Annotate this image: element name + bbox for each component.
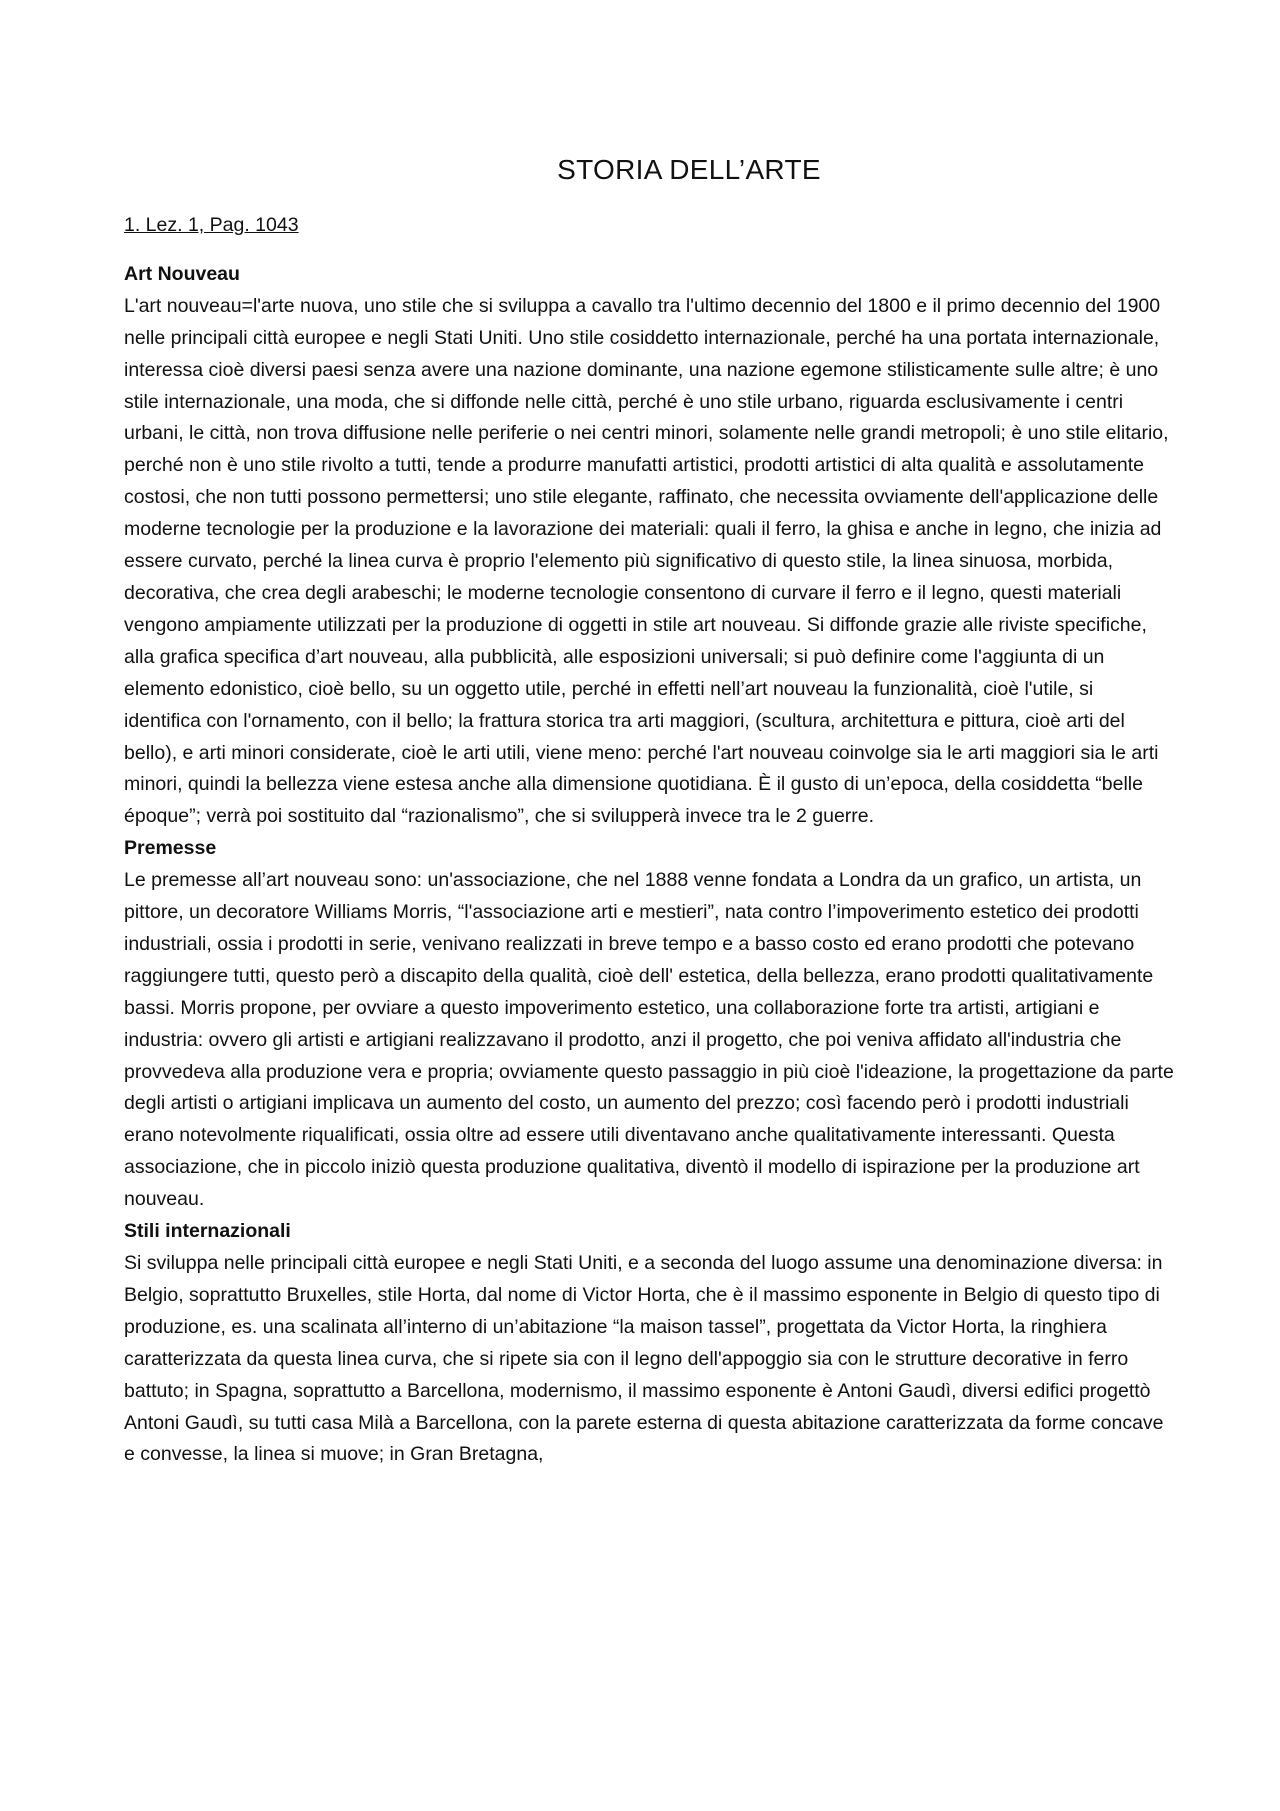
section-stili-internazionali <box>124 1216 1174 1471</box>
section-paragraph: Le premesse all’art nouveau sono: un'associazione, che nel 1888 venne fondata a Londra da un grafico, un artista, un pittore, un decoratore Williams Morris, “l'associazione arti e mestieri”, nata contro l’impoverimento estetico dei prodotti industriali, ossia i prodotti in serie, venivano realizzati in breve tempo e a basso costo ed erano prodotti che potevano raggiungere tutti, questo però a discapito della qualità, cioè dell' estetica, della bellezza, erano prodotti qualitativamente bassi. Morris propone, per ovviare a questo impoverimento estetico, una collaborazione forte tra artisti, artigiani e industria: ovvero gli artisti e artigiani realizzavano il prodotto, anzi il progetto, che poi veniva affidato all'industria che provvedeva alla produzione vera e propria; ovviamente questo passaggio in più cioè l'ideazione, la progettazione da parte degli artisti o artigiani implicava un aumento del costo, un aumento del prezzo; così facendo però i prodotti industriali erano notevolmente riqualificati, ossia oltre ad essere utili diventavano anche qualitativamente interessanti. Questa associazione, che in piccolo iniziò questa produzione qualitativa, diventò il modello di ispirazione per la produzione art nouveau. <box>124 869 1174 1211</box>
section-paragraph: L'art nouveau=l'arte nuova, uno stile che si sviluppa a cavallo tra l'ultimo decennio del 1800 e il primo decennio del 1900 nelle principali città europee e negli Stati Uniti. Uno stile cosiddetto internazionale, perché ha una portata internazionale, interessa cioè diversi paesi senza avere una nazione dominante, una nazione egemone stilisticamente sulle altre; è uno stile internazionale, una moda, che si diffonde nelle città, perché è uno stile urbano, riguarda esclusivamente i centri urbani, le città, non trova diffusione nelle periferie o nei centri minori, solamente nelle grandi metropoli; è uno stile elitario, perché non è uno stile rivolto a tutti, tende a produrre manufatti artistici, prodotti artistici di alta qualità e assolutamente costosi, che non tutti possono permettersi; uno stile elegante, raffinato, che necessita ovviamente dell'applicazione delle moderne tecnologie per la produzione e la lavorazione dei materiali: quali il ferro, la ghisa e anche in legno, che inizia ad essere curvato, perché la linea curva è proprio l'elemento più significativo di questo stile, la linea sinuosa, morbida, decorativa, che crea degli arabeschi; le moderne tecnologie consentono di curvare il ferro e il legno, questi materiali vengono ampiamente utilizzati per la produzione di oggetti in stile art nouveau. Si diffonde grazie alle riviste specifiche, alla grafica specifica d’art nouveau, alla pubblicità, alle esposizioni universali; si può definire come l'aggiunta di un elemento edonistico, cioè bello, su un oggetto utile, perché in effetti nell’art nouveau la funzionalità, cioè l'utile, si identifica con l'ornamento, con il bello; la frattura storica tra arti maggiori, (scultura, architettura e pittura, cioè arti del bello), e arti minori considerate, cioè le arti utili, viene meno: perché l'art nouveau coinvolge sia le arti maggiori sia le arti minori, quindi la bellezza viene estesa anche alla dimensione quotidiana. È il gusto di un’epoca, della cosiddetta “belle époque”; verrà poi sostituito dal “razionalismo”, che si svilupperà invece tra le 2 guerre. <box>124 294 1169 828</box>
section-heading: Stili internazionali <box>124 1220 291 1243</box>
lesson-reference: 1. Lez. 1, Pag. 1043 <box>124 214 299 236</box>
document-title: STORIA DELL’ARTE <box>557 154 821 185</box>
section-art-nouveau <box>124 259 1174 833</box>
section-paragraph: Si sviluppa nelle principali città europee e negli Stati Uniti, e a seconda del luogo assume una denominazione diversa: in Belgio, soprattutto Bruxelles, stile Horta, dal nome di Victor Horta, che è il massimo esponente in Belgio di questo tipo di produzione, es. una scalinata all’interno di un’abitazione “la maison tassel”, progettata da Victor Horta, la ringhiera caratterizzata da questa linea curva, che si ripete sia con il legno dell'appoggio sia con le strutture decorative in ferro battuto; in Spagna, soprattutto a Barcellona, modernismo, il massimo esponente è Antoni Gaudì, diversi edifici progettò Antoni Gaudì, su tutti casa Milà a Barcellona, con la parete esterna di questa abitazione caratterizzata da forme concave e convesse, la linea si muove; in Gran Bretagna, <box>124 1252 1164 1466</box>
section-heading: Art Nouveau <box>124 262 240 285</box>
section-premesse <box>124 833 1174 1216</box>
document-page <box>124 150 1174 1471</box>
section-heading: Premesse <box>124 837 217 860</box>
